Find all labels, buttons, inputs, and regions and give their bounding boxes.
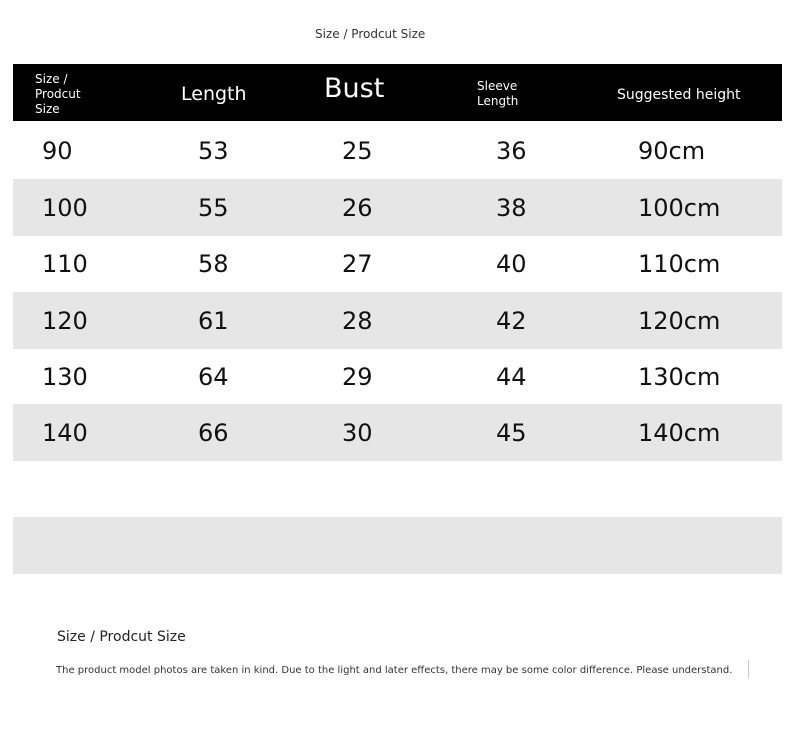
- cell-size: 110: [42, 250, 88, 278]
- cell-bust: 30: [342, 419, 373, 447]
- cell-height: 90cm: [638, 137, 706, 165]
- cell-length: 61: [198, 307, 229, 335]
- table-row: [13, 292, 782, 349]
- empty-table-row: [13, 517, 782, 574]
- divider: [748, 660, 749, 678]
- header-length: Length: [181, 83, 247, 105]
- table-row: [13, 404, 782, 461]
- top-title: Size / Prodcut Size: [315, 27, 426, 41]
- cell-size: 100: [42, 194, 88, 222]
- cell-bust: 27: [342, 250, 373, 278]
- cell-sleeve: 42: [496, 307, 527, 335]
- bottom-title: Size / Prodcut Size: [57, 629, 186, 645]
- table-row: [13, 348, 782, 405]
- cell-height: 120cm: [638, 307, 721, 335]
- table-row: [13, 122, 782, 179]
- header-suggested-height: Suggested height: [617, 87, 741, 103]
- cell-size: 90: [42, 137, 73, 165]
- cell-height: 110cm: [638, 250, 721, 278]
- table-row: [13, 235, 782, 292]
- cell-length: 55: [198, 194, 229, 222]
- header-sleeve-length: Sleeve Length: [477, 79, 519, 108]
- cell-height: 130cm: [638, 363, 721, 391]
- cell-length: 58: [198, 250, 229, 278]
- cell-sleeve: 38: [496, 194, 527, 222]
- cell-bust: 26: [342, 194, 373, 222]
- cell-sleeve: 36: [496, 137, 527, 165]
- table-row: [13, 179, 782, 236]
- header-size: Size / Prodcut Size: [35, 72, 81, 116]
- cell-length: 53: [198, 137, 229, 165]
- cell-sleeve: 45: [496, 419, 527, 447]
- cell-bust: 29: [342, 363, 373, 391]
- cell-bust: 25: [342, 137, 373, 165]
- cell-size: 120: [42, 307, 88, 335]
- cell-size: 140: [42, 419, 88, 447]
- cell-length: 66: [198, 419, 229, 447]
- cell-sleeve: 40: [496, 250, 527, 278]
- color-difference-note: The product model photos are taken in kind. Due to the light and later effects, there may be some color difference. Please understand.: [56, 665, 733, 676]
- cell-length: 64: [198, 363, 229, 391]
- cell-bust: 28: [342, 307, 373, 335]
- cell-height: 140cm: [638, 419, 721, 447]
- cell-height: 100cm: [638, 194, 721, 222]
- cell-sleeve: 44: [496, 363, 527, 391]
- header-bust: Bust: [324, 73, 385, 104]
- size-table-header: [13, 64, 782, 121]
- cell-size: 130: [42, 363, 88, 391]
